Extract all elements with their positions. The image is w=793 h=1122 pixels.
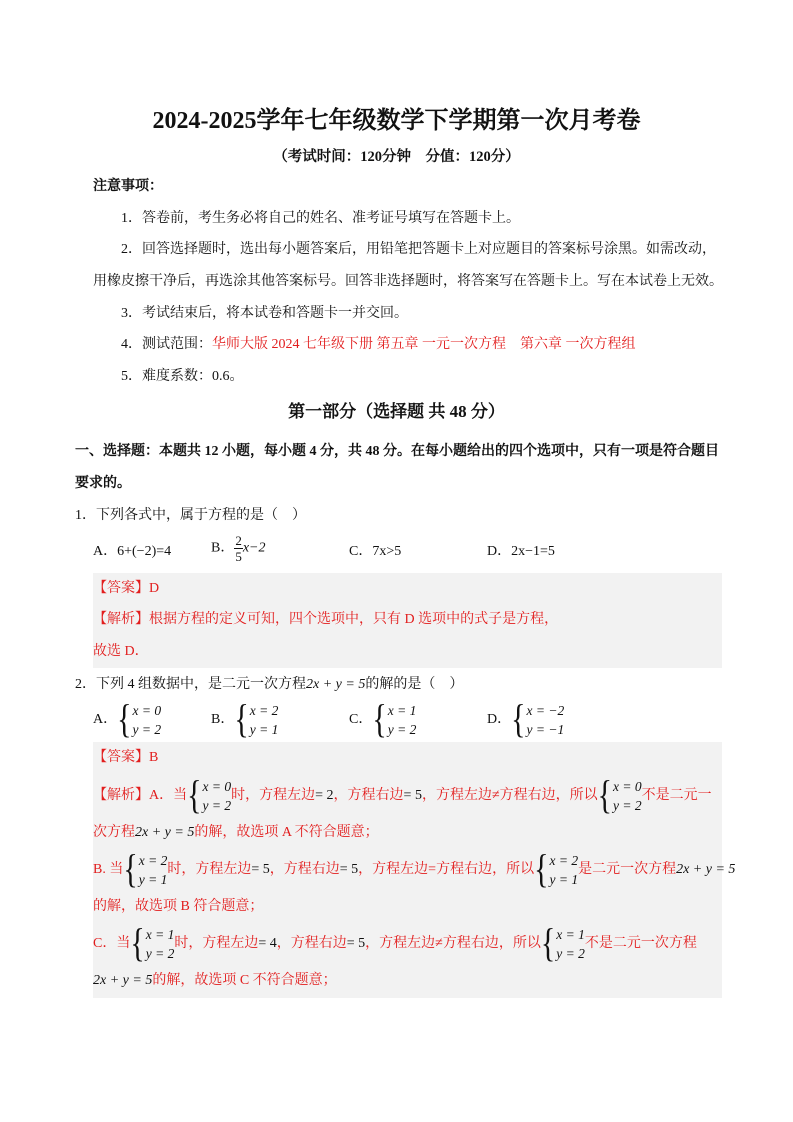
analysis-text: ，方程左边=方程右边，所以 xyxy=(358,862,535,877)
math: = 5 xyxy=(346,936,366,951)
question-options xyxy=(93,533,713,564)
section-heading: 第一部分（选择题 共 48 分） xyxy=(288,402,505,421)
section-instructions: 要求的。 xyxy=(75,476,131,491)
sys-y: y = 2 xyxy=(145,945,175,961)
option-label: D． xyxy=(487,712,512,728)
analysis-text: ，方程右边 xyxy=(269,862,340,877)
analysis-text: 不是二元一 xyxy=(641,788,712,803)
sys-y: y = 1 xyxy=(549,871,579,887)
option-expression: 2x−1=5 xyxy=(511,544,555,559)
analysis-text: ，方程左边≠方程右边，所以 xyxy=(421,788,598,803)
note-item: 2．回答选择题时，选出每小题答案后，用铅笔把答题卡上对应题目的答案标号涂黑。如需改动， xyxy=(121,242,716,257)
math: = 5 xyxy=(251,862,270,877)
sys-y: y = 2 xyxy=(387,722,417,737)
analysis: 【解析】根据方程的定义可知，四个选项中，只有 D 选项中的式子是方程， xyxy=(93,612,559,627)
sys-x: x = 2 xyxy=(138,852,168,868)
test-scope: 华师大版 2024 七年级下册 第五章 一元一次方程 第六章 一次方程组 xyxy=(212,337,636,352)
option-c xyxy=(349,541,401,563)
analysis-text: 时，方程左边 xyxy=(174,936,259,951)
section-instructions: 一、选择题：本题共 12 小题，每小题 4 分，共 48 分。在每小题给出的四个选项中，只有一项是符合题目 xyxy=(75,444,719,459)
option-a xyxy=(93,541,171,563)
analysis-c xyxy=(93,920,697,966)
equation-system: { x = 0 y = 2 xyxy=(187,772,232,818)
equation: 2x + y = 5 xyxy=(93,973,153,988)
note-label: 4．测试范围： xyxy=(121,337,212,352)
option-b xyxy=(211,533,266,564)
sys-y: y = 2 xyxy=(613,797,642,813)
numerator: 2 xyxy=(235,533,242,548)
equation-system: { x = −2 y = −1 xyxy=(511,697,565,742)
option-label: C． xyxy=(349,544,373,559)
question-options xyxy=(93,697,713,742)
option-expression: 6+(−2)=4 xyxy=(117,544,172,559)
math: = 5 xyxy=(403,788,422,803)
analysis-text: 时，方程左边 xyxy=(231,788,316,803)
sys-x: x = 0 xyxy=(613,778,642,794)
analysis-text: B. 当 xyxy=(93,862,124,877)
equation: 2x + y = 5 xyxy=(135,825,195,840)
sys-x: x = 1 xyxy=(145,926,175,942)
sys-y: y = 2 xyxy=(556,945,585,961)
option-b xyxy=(211,697,279,742)
question-stem: 1．下列各式中，属于方程的是（ ） xyxy=(75,508,306,523)
sys-y: y = −1 xyxy=(526,722,565,737)
equation-system: { x = 1 y = 2 xyxy=(540,920,585,966)
option-label: D． xyxy=(487,544,512,559)
analysis-text: 【解析】A．当 xyxy=(93,788,188,803)
analysis-text: 的解，故选项 A 不符合题意； xyxy=(194,825,379,840)
sys-y: y = 1 xyxy=(138,871,168,887)
sys-x: x = 0 xyxy=(202,778,232,794)
analysis-text: 的解，故选项 C 不符合题意； xyxy=(152,973,337,988)
analysis-text: 是二元一次方程 xyxy=(578,862,677,877)
option-label: B． xyxy=(211,540,235,556)
sys-x: x = 0 xyxy=(132,703,162,718)
equation: 2x + y = 5 xyxy=(676,862,736,877)
equation: 2x + y = 5 xyxy=(306,677,366,692)
option-label: C． xyxy=(349,712,373,728)
sys-x: x = 2 xyxy=(249,703,279,718)
analysis-text: 次方程 xyxy=(93,825,135,840)
equation-system: { x = 0 y = 2 xyxy=(597,772,642,818)
question-stem xyxy=(75,674,463,696)
sys-y: y = 1 xyxy=(249,722,279,737)
math: = 5 xyxy=(339,862,359,877)
analysis-a-cont xyxy=(93,822,379,844)
denominator: 5 xyxy=(235,549,242,564)
analysis-text: 时，方程左边 xyxy=(167,862,252,877)
sys-y: y = 2 xyxy=(202,797,232,813)
analysis-b xyxy=(93,846,736,892)
notes-heading: 注意事项： xyxy=(93,179,163,194)
analysis-text: C．当 xyxy=(93,936,131,951)
analysis-b-cont: 的解，故选项 B 符合题意； xyxy=(93,899,264,914)
analysis-text: ，方程右边 xyxy=(276,936,347,951)
option-d xyxy=(487,541,555,563)
analysis-a xyxy=(93,772,712,818)
note-item: 5．难度系数：0.6。 xyxy=(121,369,244,384)
answer: 【答案】D xyxy=(93,581,160,596)
equation-system: { x = 2 y = 1 xyxy=(534,846,579,892)
sys-x: x = 1 xyxy=(556,926,585,942)
option-label: A． xyxy=(93,712,118,728)
conclusion: 故选 D． xyxy=(93,644,149,659)
math: = 2 xyxy=(315,788,334,803)
analysis-c-cont xyxy=(93,970,337,992)
page-title: 2024-2025学年七年级数学下学期第一次月考卷 xyxy=(152,108,641,134)
analysis-text: ，方程右边 xyxy=(333,788,404,803)
note-item: 1．答卷前，考生务必将自己的姓名、准考证号填写在答题卡上。 xyxy=(121,211,520,226)
stem-text: 2．下列 4 组数据中，是二元一次方程 xyxy=(75,677,306,692)
sys-x: x = 2 xyxy=(549,852,579,868)
sys-y: y = 2 xyxy=(132,722,162,737)
stem-text: 的解的是（ ） xyxy=(365,677,464,692)
equation-system: { x = 1 y = 2 xyxy=(372,697,417,742)
analysis-text: ，方程左边≠方程右边，所以 xyxy=(365,936,541,951)
answer: 【答案】B xyxy=(93,750,159,765)
equation-system: { x = 2 y = 1 xyxy=(234,697,279,742)
math: = 4 xyxy=(258,936,277,951)
exam-info: （考试时间：120分钟 分值：120分） xyxy=(273,149,520,165)
note-item xyxy=(121,334,636,356)
option-a xyxy=(93,697,162,742)
option-d xyxy=(487,697,565,742)
option-expression: 7x>5 xyxy=(372,544,402,559)
option-label: B． xyxy=(211,712,235,728)
option-expression: x−2 xyxy=(242,540,266,556)
note-item: 3．考试结束后，将本试卷和答题卡一并交回。 xyxy=(121,306,408,321)
equation-system: { x = 2 y = 1 xyxy=(123,846,168,892)
sys-x: x = −2 xyxy=(526,703,565,718)
analysis-text: 不是二元一次方程 xyxy=(584,936,697,951)
equation-system: { x = 1 y = 2 xyxy=(130,920,175,966)
equation-system: { x = 0 y = 2 xyxy=(117,697,162,742)
fraction xyxy=(234,533,243,564)
option-c xyxy=(349,697,417,742)
option-label: A． xyxy=(93,544,118,559)
note-item: 用橡皮擦干净后，再选涂其他答案标号。回答非选择题时，将答案写在答题卡上。写在本试卷上无效。 xyxy=(93,274,723,289)
sys-x: x = 1 xyxy=(387,703,417,718)
